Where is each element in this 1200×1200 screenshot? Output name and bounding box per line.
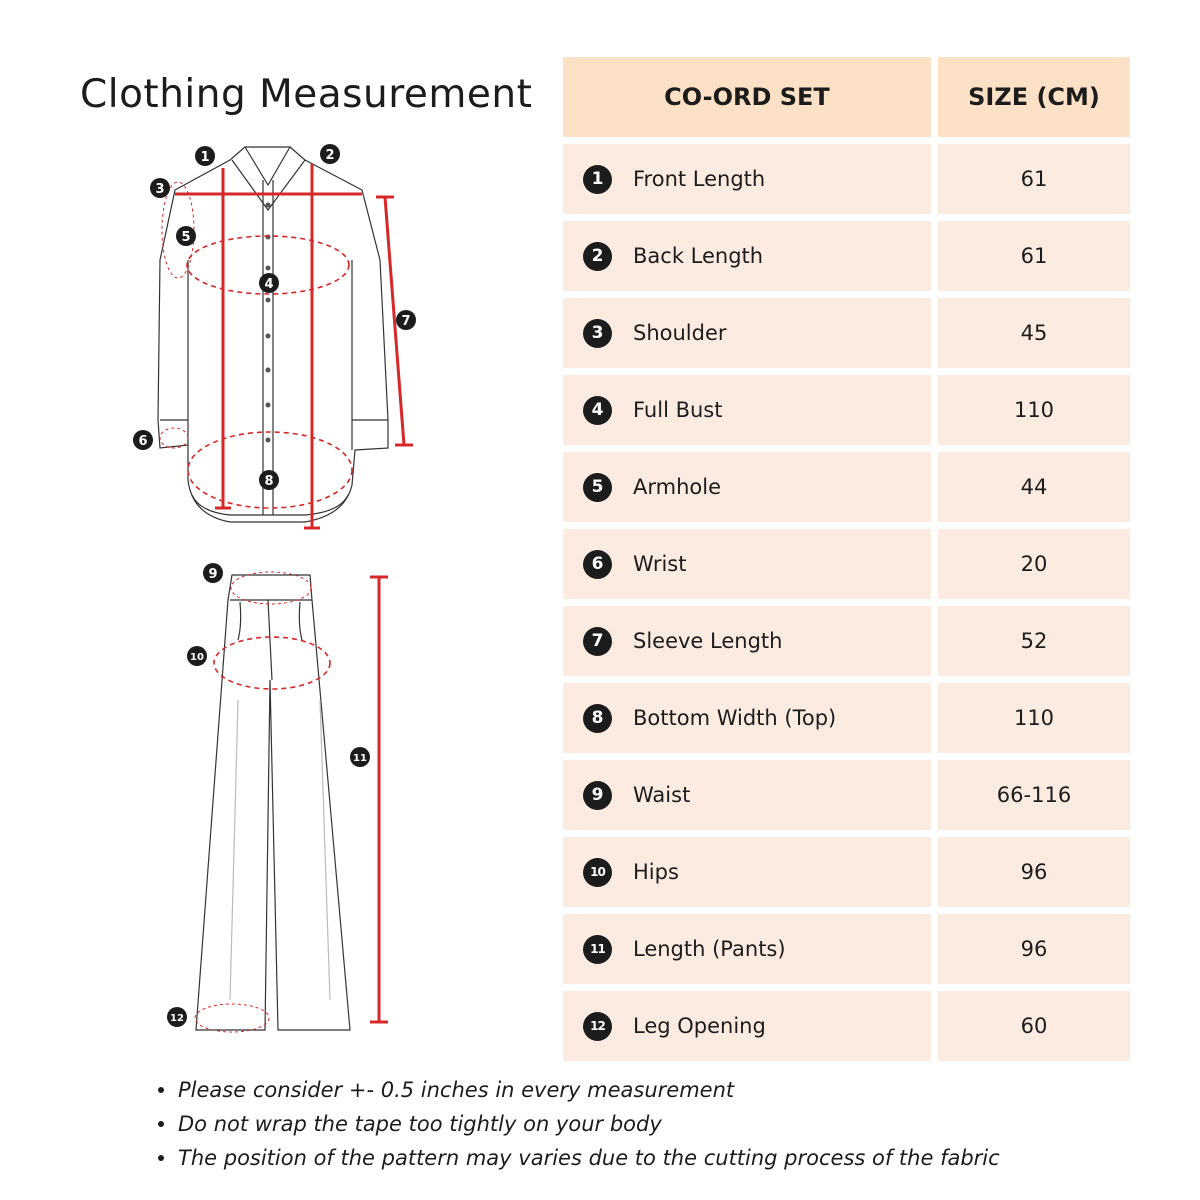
row-number-badge: 10	[583, 858, 612, 887]
row-size: 52	[938, 606, 1130, 676]
marker-8	[259, 470, 279, 490]
table-row	[563, 452, 1130, 522]
marker-3-label: 3	[155, 182, 165, 197]
row-size: 44	[938, 452, 1130, 522]
marker-4	[259, 273, 279, 293]
garment-illustration	[120, 130, 440, 1050]
table-body	[563, 137, 1130, 1061]
measurement-notes	[156, 1073, 1000, 1175]
marker-6-label: 6	[138, 434, 148, 449]
marker-1-label: 1	[200, 150, 210, 165]
row-size: 110	[938, 683, 1130, 753]
row-size: 45	[938, 298, 1130, 368]
marker-5	[176, 226, 196, 246]
header-coord-set: CO-ORD SET	[563, 57, 938, 137]
shirt-buttons	[264, 203, 274, 443]
marker-4-label: 4	[264, 277, 274, 292]
row-number-badge: 8	[583, 704, 612, 733]
shirt-measure-lines	[160, 164, 413, 528]
row-name: Wrist	[633, 552, 687, 576]
table-row	[563, 144, 1130, 214]
pants-drawing	[196, 575, 350, 1030]
row-name: Bottom Width (Top)	[633, 706, 837, 730]
marker-1	[195, 146, 215, 166]
marker-8-label: 8	[264, 474, 274, 489]
row-name: Full Bust	[633, 398, 723, 422]
table-row	[563, 837, 1130, 907]
table-row	[563, 683, 1130, 753]
row-number-badge: 4	[583, 396, 612, 425]
pants-measure-lines	[195, 572, 388, 1032]
marker-12	[167, 1007, 187, 1027]
size-table	[563, 57, 1130, 1061]
marker-2-label: 2	[325, 148, 335, 163]
marker-3	[150, 178, 170, 198]
marker-5-label: 5	[181, 230, 191, 245]
marker-12-label: 12	[170, 1013, 184, 1024]
row-size: 61	[938, 144, 1130, 214]
row-number-badge: 2	[583, 242, 612, 271]
table-row	[563, 914, 1130, 984]
table-row	[563, 221, 1130, 291]
row-number-badge: 9	[583, 781, 612, 810]
row-number-badge: 3	[583, 319, 612, 348]
row-number-badge: 6	[583, 550, 612, 579]
shirt-drawing	[158, 147, 388, 522]
row-name: Front Length	[633, 167, 766, 191]
row-size: 96	[938, 914, 1130, 984]
row-size: 61	[938, 221, 1130, 291]
note-item: Please consider +- 0.5 inches in every measurement	[156, 1073, 1000, 1107]
marker-10-label: 10	[190, 652, 204, 663]
table-row	[563, 760, 1130, 830]
row-name: Leg Opening	[633, 1014, 766, 1038]
row-name: Length (Pants)	[633, 937, 786, 961]
row-name: Sleeve Length	[633, 629, 783, 653]
row-name: Armhole	[633, 475, 721, 499]
table-row	[563, 529, 1130, 599]
row-number-badge: 11	[583, 935, 612, 964]
marker-2	[320, 144, 340, 164]
row-size: 60	[938, 991, 1130, 1061]
row-size: 20	[938, 529, 1130, 599]
note-item: The position of the pattern may varies due to the cutting process of the fabric	[156, 1141, 1000, 1175]
marker-9-label: 9	[208, 567, 218, 582]
table-row	[563, 375, 1130, 445]
marker-6	[133, 430, 153, 450]
row-number-badge: 5	[583, 473, 612, 502]
marker-10	[187, 646, 207, 666]
row-number-badge: 7	[583, 627, 612, 656]
row-name: Shoulder	[633, 321, 727, 345]
page-title: Clothing Measurement	[80, 72, 533, 117]
row-size: 110	[938, 375, 1130, 445]
marker-11	[350, 747, 370, 767]
note-item: Do not wrap the tape too tightly on your body	[156, 1107, 1000, 1141]
table-row	[563, 991, 1130, 1061]
header-size-cm: SIZE (CM)	[938, 57, 1130, 137]
row-size: 66-116	[938, 760, 1130, 830]
marker-7	[396, 310, 416, 330]
marker-11-label: 11	[353, 753, 367, 764]
row-number-badge: 12	[583, 1012, 612, 1041]
row-number-badge: 1	[583, 165, 612, 194]
row-name: Waist	[633, 783, 691, 807]
marker-7-label: 7	[401, 314, 411, 329]
row-name: Hips	[633, 860, 679, 884]
row-name: Back Length	[633, 244, 764, 268]
marker-9	[203, 563, 223, 583]
table-row	[563, 298, 1130, 368]
table-row	[563, 606, 1130, 676]
table-header-row	[563, 57, 1130, 137]
row-size: 96	[938, 837, 1130, 907]
